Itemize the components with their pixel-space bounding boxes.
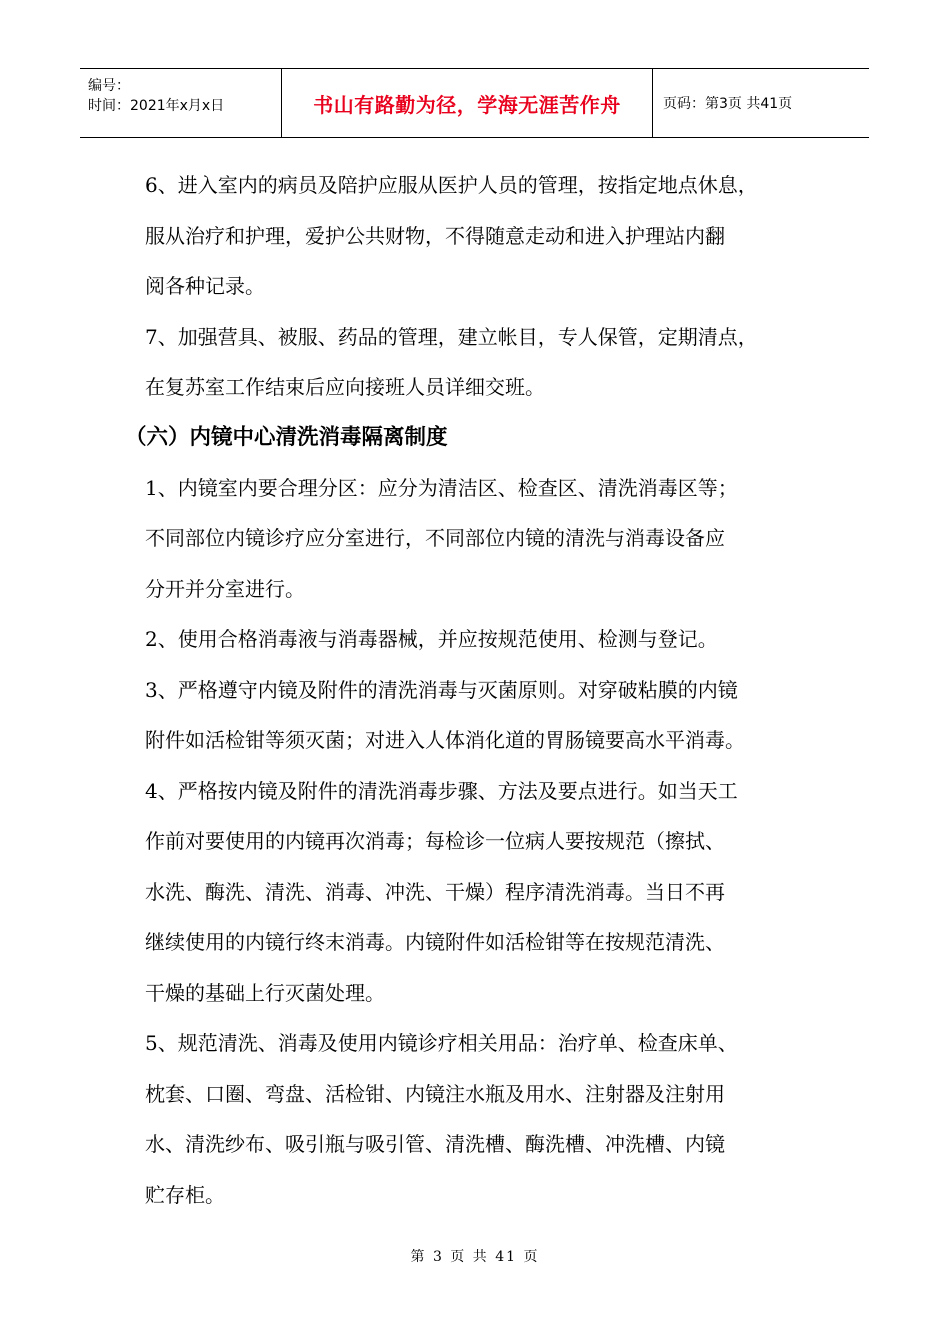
- header-motto: 书山有路勤为径，学海无涯苦作舟: [313, 92, 621, 117]
- body-line: 5、规范清洗、消毒及使用内镜诊疗相关用品：治疗单、检查床单、: [145, 1031, 738, 1055]
- document-date: 时间：2021年x月x日: [88, 98, 225, 114]
- body-line: 服从治疗和护理，爱护公共财物，不得随意走动和进入护理站内翻: [145, 223, 725, 248]
- body-line: 阅各种记录。: [145, 274, 265, 298]
- header-meta-cell: [80, 69, 282, 137]
- page-footer: 第 3 页 共 41 页: [410, 1249, 540, 1265]
- body-line: 不同部位内镜诊疗应分室进行，不同部位内镜的清洗与消毒设备应: [145, 526, 725, 550]
- body-line: 4、严格按内镜及附件的清洗消毒步骤、方法及要点进行。如当天工: [145, 778, 738, 803]
- body-line: 3、严格遵守内镜及附件的清洗消毒与灭菌原则。对穿破粘膜的内镜: [145, 677, 738, 702]
- header-motto-cell: [282, 69, 653, 137]
- body-line: 作前对要使用的内镜再次消毒；每检诊一位病人要按规范（擦拭、: [145, 829, 725, 853]
- body-line: 1、内镜室内要合理分区：应分为清洁区、检查区、清洗消毒区等；: [145, 475, 738, 500]
- body-line: 在复苏室工作结束后应向接班人员详细交班。: [145, 375, 545, 399]
- body-line: 7、加强营具、被服、药品的管理，建立帐目，专人保管，定期清点，: [145, 324, 758, 349]
- body-line: 分开并分室进行。: [145, 576, 305, 601]
- body-line: 附件如活检钳等须灭菌；对进入人体消化道的胃肠镜要高水平消毒。: [145, 728, 745, 752]
- body-line: 枕套、口圈、弯盘、活检钳、内镜注水瓶及用水、注射器及注射用: [145, 1081, 725, 1106]
- section-heading: （六）内镜中心清洗消毒隔离制度: [125, 424, 448, 450]
- body-line: 贮存柜。: [145, 1182, 225, 1207]
- body-line: 干燥的基础上行灭菌处理。: [145, 980, 385, 1005]
- document-body: [125, 160, 835, 1220]
- page-header: [80, 68, 869, 138]
- body-line: 水、清洗纱布、吸引瓶与吸引管、清洗槽、酶洗槽、冲洗槽、内镜: [145, 1132, 725, 1156]
- body-line: 6、进入室内的病员及陪护应服从医护人员的管理，按指定地点休息，: [145, 173, 758, 197]
- body-line: 水洗、酶洗、清洗、消毒、冲洗、干燥）程序清洗消毒。当日不再: [145, 879, 725, 904]
- body-line: 继续使用的内镜行终末消毒。内镜附件如活检钳等在按规范清洗、: [145, 930, 725, 954]
- header-page-cell: [653, 69, 869, 137]
- document-number-label: 编号：: [88, 78, 130, 94]
- header-page-info: 页码：第3页 共41页: [663, 96, 793, 112]
- body-line: 2、使用合格消毒液与消毒器械，并应按规范使用、检测与登记。: [145, 627, 718, 651]
